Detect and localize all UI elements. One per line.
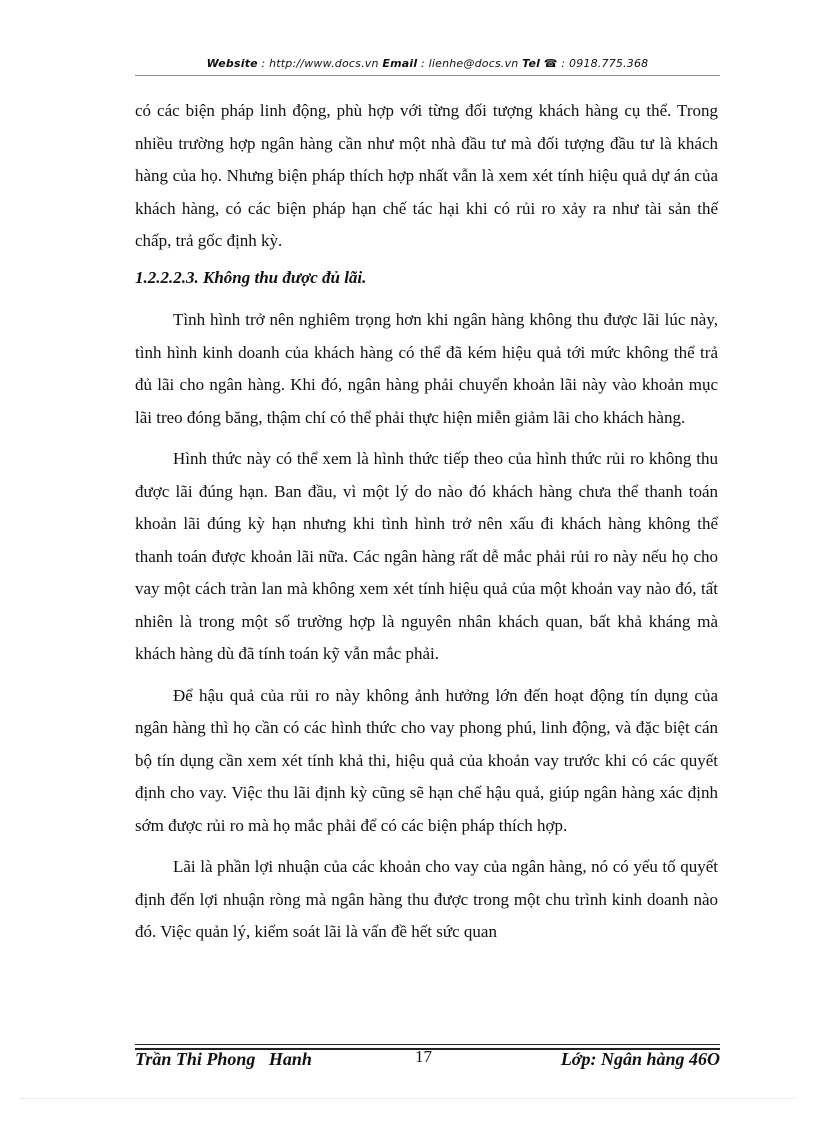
paragraph: Hình thức này có thể xem là hình thức tiếp theo của hình thức rủi ro không thu được lãi đúng hạn. Ban đầu, vì một lý do nào đó khách hàng chưa thể thanh toán khoản lãi đúng kỳ hạn nhưng khi tình hình trở nên xấu đi khách hàng không thể thanh toán được khoản lãi nữa. Các ngân hàng rất dễ mắc phải rủi ro này nếu họ cho vay một cách tràn lan mà không xem xét tính hiệu quả của một khoản vay nào đó, tất nhiên là trong một số trường hợp là nguyên nhân khách quan, bất khả kháng mà khách hàng dù đã tính toán kỹ vẫn mắc phải.	[135, 449, 718, 663]
email-value: : lienhe@docs.vn	[417, 57, 523, 70]
footer-class: Lớp: Ngân hàng 46O	[560, 1049, 720, 1069]
email-label: Email	[382, 57, 418, 70]
page-header	[135, 57, 720, 70]
tel-value: : 0918.775.368	[557, 57, 649, 70]
section-heading: 1.2.2.2.3. Không thu được đủ lãi.	[135, 267, 367, 287]
document-body	[135, 95, 718, 949]
paragraph: Lãi là phần lợi nhuận của các khoản cho vay của ngân hàng, nó có yếu tố quyết định đến lợi nhuận ròng mà ngân hàng thu được trong một chu trình kinh doanh nào đó. Việc quản lý, kiểm soát lãi là vấn đề hết sức quan	[135, 857, 718, 941]
bottom-dotted-border	[20, 1098, 796, 1099]
website-value: : http://www.docs.vn	[257, 57, 383, 70]
paragraph: Để hậu quả của rủi ro này không ảnh hưởng lớn đến hoạt động tín dụng của ngân hàng thì họ cần có các hình thức cho vay phong phú, linh động, và đặc biệt cán bộ tín dụng cần xem xét tính khả thi, hiệu quả của khoản vay trước khi có các quyết định cho vay. Việc thu lãi định kỳ cũng sẽ hạn chế hậu quả, giúp ngân hàng xác định sớm được rủi ro mà họ mắc phải để có các biện pháp thích hợp.	[135, 685, 718, 835]
website-label: Website	[206, 57, 258, 70]
footer-author: Trần Thi Phong Hanh	[135, 1049, 312, 1069]
header-divider	[135, 75, 720, 76]
telephone-icon: ☎	[543, 57, 558, 70]
page-footer	[135, 1047, 720, 1071]
tel-label: Tel	[522, 57, 541, 70]
paragraph-continuation: có các biện pháp linh động, phù hợp với từng đối tượng khách hàng cụ thể. Trong nhiều trường hợp ngân hàng cần như một nhà đầu tư mà đối tượng đầu tư là khách hàng của họ. Nhưng biện pháp thích hợp nhất vẫn là xem xét tính hiệu quả dự án của khách hàng, có các biện pháp hạn chế tác hại khi có rủi ro xảy ra như tài sản thế chấp, trả gốc định kỳ.	[135, 101, 718, 250]
paragraph: Tình hình trở nên nghiêm trọng hơn khi ngân hàng không thu được lãi lúc này, tình hình kinh doanh của khách hàng có thể đã kém hiệu quả tới mức không thể trả đủ lãi cho ngân hàng. Khi đó, ngân hàng phải chuyển khoản lãi này vào khoản mục lãi treo đóng băng, thậm chí có thể phải thực hiện miễn giảm lãi cho khách hàng.	[135, 310, 718, 427]
page-number: 17	[415, 1047, 432, 1066]
footer-divider-thin	[135, 1044, 720, 1045]
